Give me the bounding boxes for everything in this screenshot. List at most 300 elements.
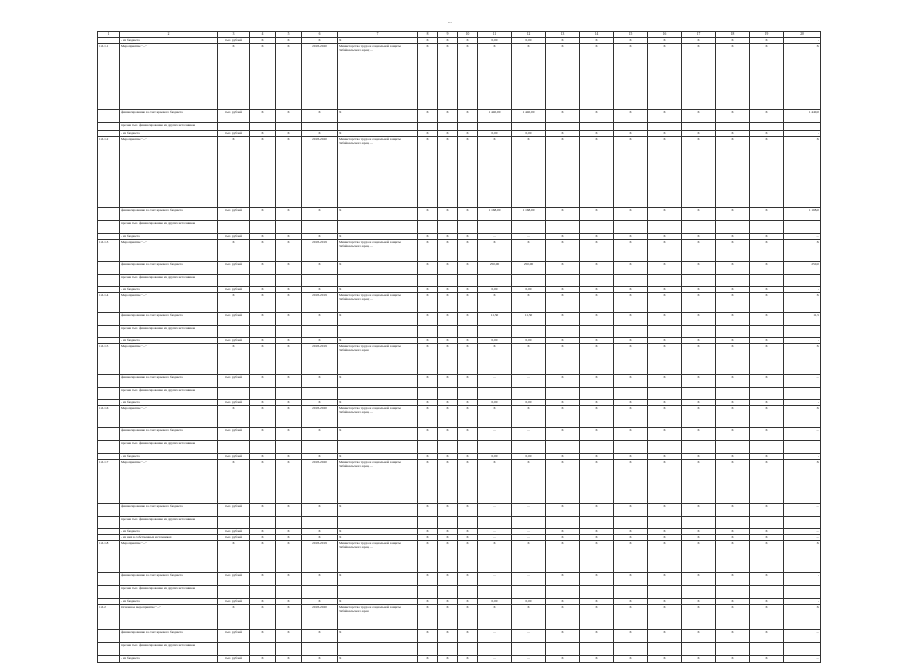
table-cell: [458, 221, 478, 234]
table-cell: X: [682, 605, 716, 630]
table-cell: X: [302, 504, 338, 517]
table-row: [98, 137, 821, 208]
table-cell: X: [682, 110, 716, 123]
row-code-cell: [98, 441, 120, 454]
table-cell: тыс. рублей: [218, 338, 250, 344]
table-cell: X: [458, 234, 478, 240]
table-cell: тыс. рублей: [218, 454, 250, 460]
table-cell: [614, 221, 648, 234]
table-cell: X: [302, 599, 338, 605]
table-cell: X: [784, 344, 821, 375]
table-cell: 250,00: [512, 262, 546, 275]
table-cell: [580, 123, 614, 131]
table-cell: Министерство труда и социальной защиты Забайкальского края; ...: [338, 44, 418, 110]
table-cell: [302, 441, 338, 454]
table-cell: X: [784, 44, 821, 110]
table-cell: X: [418, 110, 438, 123]
table-cell: X: [438, 38, 458, 44]
table-cell: тыс. рублей: [218, 287, 250, 293]
row-code-cell: [98, 313, 120, 326]
table-cell: X: [418, 400, 438, 406]
table-cell: X: [614, 313, 648, 326]
table-cell: [682, 123, 716, 131]
table-row: [98, 428, 821, 441]
table-cell: [250, 586, 276, 599]
table-cell: X: [614, 375, 648, 388]
table-cell: X: [614, 428, 648, 441]
table-cell: X: [546, 454, 580, 460]
table-cell: X: [438, 240, 458, 262]
table-cell: X: [648, 344, 682, 375]
table-cell: X: [546, 293, 580, 313]
table-cell: [458, 388, 478, 400]
column-number: 17: [682, 32, 716, 38]
table-cell: X: [250, 338, 276, 344]
table-cell: X: [276, 605, 302, 630]
row-description-cell: - из бюджета: [120, 338, 218, 344]
column-number: 4: [250, 32, 276, 38]
table-cell: X: [418, 208, 438, 221]
table-cell: X: [338, 208, 418, 221]
table-cell: [276, 123, 302, 131]
table-cell: [546, 275, 580, 287]
column-number: 9: [438, 32, 458, 38]
row-code-cell: [98, 110, 120, 123]
table-cell: 2018-2019: [302, 240, 338, 262]
table-cell: X: [438, 656, 458, 663]
table-cell: тыс. рублей: [218, 656, 250, 663]
table-cell: X: [250, 287, 276, 293]
table-cell: X: [580, 137, 614, 208]
table-cell: ...: [478, 535, 512, 541]
column-number: 7: [338, 32, 418, 38]
row-code-cell: 1.6.1.8: [98, 541, 120, 573]
table-cell: X: [418, 529, 438, 535]
table-cell: X: [418, 573, 438, 586]
table-cell: [218, 221, 250, 234]
table-cell: X: [418, 605, 438, 630]
table-cell: [682, 517, 716, 529]
table-cell: X: [338, 454, 418, 460]
table-cell: X: [648, 605, 682, 630]
table-cell: X: [438, 344, 458, 375]
column-number: 20: [784, 32, 821, 38]
table-cell: [750, 326, 784, 338]
table-cell: [458, 517, 478, 529]
table-cell: X: [438, 460, 458, 504]
table-cell: [546, 123, 580, 131]
table-cell: X: [648, 573, 682, 586]
table-cell: X: [250, 535, 276, 541]
column-number: 8: [418, 32, 438, 38]
table-cell: X: [546, 234, 580, 240]
row-code-cell: [98, 388, 120, 400]
table-cell: X: [218, 406, 250, 428]
table-cell: [438, 123, 458, 131]
table-cell: X: [458, 504, 478, 517]
table-cell: [478, 326, 512, 338]
table-cell: X: [716, 240, 750, 262]
table-cell: [478, 441, 512, 454]
table-cell: X: [716, 454, 750, 460]
table-cell: X: [716, 406, 750, 428]
row-code-cell: [98, 630, 120, 643]
row-description-cell: финансирование за счет краевого бюджета: [120, 375, 218, 388]
table-cell: X: [750, 460, 784, 504]
table-cell: X: [458, 529, 478, 535]
table-cell: X: [250, 375, 276, 388]
table-cell: X: [458, 44, 478, 110]
row-code-cell: 1.6.1.1: [98, 44, 120, 110]
table-cell: X: [302, 287, 338, 293]
table-cell: X: [418, 344, 438, 375]
table-cell: X: [546, 599, 580, 605]
table-row: [98, 293, 821, 313]
table-cell: [546, 643, 580, 656]
table-row: [98, 460, 821, 504]
row-description-cell: - из бюджета: [120, 656, 218, 663]
table-cell: X: [458, 573, 478, 586]
table-cell: X: [276, 656, 302, 663]
table-cell: X: [614, 234, 648, 240]
table-cell: X: [716, 208, 750, 221]
table-cell: X: [250, 262, 276, 275]
table-cell: [750, 221, 784, 234]
table-cell: X: [614, 573, 648, 586]
table-cell: X: [438, 400, 458, 406]
table-cell: тыс. рублей: [218, 131, 250, 137]
row-description-cell: прочие тыс. финансирование из других источников: [120, 388, 218, 400]
table-cell: X: [250, 630, 276, 643]
table-cell: [418, 326, 438, 338]
table-cell: X: [648, 529, 682, 535]
table-cell: X: [682, 287, 716, 293]
table-cell: X: [438, 454, 458, 460]
table-cell: X: [648, 535, 682, 541]
table-cell: [750, 517, 784, 529]
table-cell: X: [418, 630, 438, 643]
table-cell: X: [302, 656, 338, 663]
table-cell: X: [614, 287, 648, 293]
table-cell: [250, 326, 276, 338]
table-cell: X: [750, 454, 784, 460]
table-cell: X: [614, 44, 648, 110]
table-cell: X: [276, 293, 302, 313]
table-cell: [418, 441, 438, 454]
table-cell: X: [438, 375, 458, 388]
table-cell: X: [614, 529, 648, 535]
table-cell: X: [546, 240, 580, 262]
table-cell: X: [418, 338, 438, 344]
table-cell: X: [458, 240, 478, 262]
table-cell: [438, 275, 458, 287]
table-cell: [546, 517, 580, 529]
table-cell: X: [682, 630, 716, 643]
table-cell: X: [338, 262, 418, 275]
table-cell: тыс. рублей: [218, 599, 250, 605]
row-description-cell: - из бюджета: [120, 529, 218, 535]
table-cell: X: [682, 504, 716, 517]
table-cell: X: [276, 338, 302, 344]
row-description-cell: Мероприятие "...": [120, 293, 218, 313]
table-cell: X: [276, 344, 302, 375]
table-cell: X: [338, 529, 418, 535]
table-cell: X: [302, 535, 338, 541]
table-cell: X: [302, 110, 338, 123]
table-cell: [512, 441, 546, 454]
table-row: [98, 344, 821, 375]
table-cell: [648, 123, 682, 131]
table-cell: [418, 517, 438, 529]
table-cell: [750, 441, 784, 454]
table-cell: X: [716, 234, 750, 240]
table-row: [98, 208, 821, 221]
table-cell: X: [458, 656, 478, 663]
table-cell: [546, 326, 580, 338]
column-number: 1: [98, 32, 120, 38]
table-cell: [302, 388, 338, 400]
table-row: [98, 44, 821, 110]
table-cell: X: [716, 338, 750, 344]
row-description-cell: Мероприятие "...": [120, 44, 218, 110]
table-cell: X: [614, 630, 648, 643]
column-number: 18: [716, 32, 750, 38]
table-cell: X: [218, 293, 250, 313]
table-cell: 0,00: [512, 287, 546, 293]
table-cell: 250,0: [784, 262, 821, 275]
table-cell: [302, 643, 338, 656]
table-cell: X: [438, 406, 458, 428]
table-cell: 2018-2020: [302, 137, 338, 208]
table-cell: X: [580, 656, 614, 663]
table-cell: X: [716, 529, 750, 535]
table-cell: [302, 221, 338, 234]
row-code-cell: [98, 221, 120, 234]
table-cell: X: [302, 313, 338, 326]
table-cell: X: [438, 131, 458, 137]
table-cell: X: [276, 38, 302, 44]
table-cell: X: [276, 375, 302, 388]
table-cell: X: [784, 406, 821, 428]
row-description-cell: прочие тыс. финансирование из других источников: [120, 275, 218, 287]
table-cell: X: [478, 344, 512, 375]
table-cell: 2018-2019: [302, 293, 338, 313]
table-cell: X: [682, 338, 716, 344]
table-cell: X: [750, 541, 784, 573]
table-cell: X: [614, 344, 648, 375]
table-cell: 0,00: [478, 131, 512, 137]
table-cell: X: [276, 535, 302, 541]
table-cell: ...: [784, 529, 821, 535]
table-cell: 2018-2020: [302, 605, 338, 630]
table-cell: X: [682, 599, 716, 605]
table-cell: X: [614, 208, 648, 221]
table-cell: [218, 123, 250, 131]
table-cell: [302, 123, 338, 131]
table-cell: [418, 388, 438, 400]
table-cell: [276, 388, 302, 400]
table-cell: [250, 221, 276, 234]
table-cell: X: [580, 605, 614, 630]
table-cell: X: [580, 240, 614, 262]
table-cell: X: [250, 131, 276, 137]
table-cell: ...: [478, 529, 512, 535]
table-cell: X: [546, 262, 580, 275]
table-cell: X: [418, 406, 438, 428]
table-cell: X: [302, 529, 338, 535]
table-row: [98, 573, 821, 586]
table-row: [98, 375, 821, 388]
table-cell: [302, 275, 338, 287]
table-cell: X: [784, 293, 821, 313]
table-cell: X: [302, 454, 338, 460]
row-code-cell: [98, 643, 120, 656]
table-cell: X: [338, 234, 418, 240]
table-cell: X: [458, 110, 478, 123]
table-cell: X: [302, 400, 338, 406]
table-cell: -: [784, 131, 821, 137]
table-cell: X: [302, 428, 338, 441]
table-cell: X: [716, 573, 750, 586]
row-description-cell: финансирование за счет краевого бюджета: [120, 262, 218, 275]
table-row: [98, 110, 821, 123]
table-cell: [682, 441, 716, 454]
row-description-cell: финансирование за счет краевого бюджета: [120, 110, 218, 123]
table-cell: X: [580, 131, 614, 137]
table-cell: [218, 275, 250, 287]
table-cell: [784, 123, 821, 131]
table-cell: X: [418, 240, 438, 262]
table-cell: X: [338, 428, 418, 441]
table-cell: [250, 441, 276, 454]
table-cell: X: [338, 131, 418, 137]
table-cell: 250,00: [478, 262, 512, 275]
table-cell: X: [478, 44, 512, 110]
table-cell: [784, 643, 821, 656]
table-cell: X: [580, 208, 614, 221]
row-code-cell: 1.6.1.5: [98, 344, 120, 375]
table-cell: X: [438, 208, 458, 221]
table-cell: X: [750, 375, 784, 388]
table-cell: X: [512, 460, 546, 504]
table-cell: X: [750, 428, 784, 441]
table-cell: ...: [784, 630, 821, 643]
table-cell: X: [750, 504, 784, 517]
table-cell: [218, 441, 250, 454]
table-cell: [750, 123, 784, 131]
table-cell: X: [648, 293, 682, 313]
table-cell: X: [302, 234, 338, 240]
table-cell: X: [218, 44, 250, 110]
table-cell: -: [784, 287, 821, 293]
table-cell: X: [750, 529, 784, 535]
table-cell: [218, 517, 250, 529]
table-cell: X: [580, 234, 614, 240]
table-cell: X: [276, 428, 302, 441]
table-cell: 0,00: [512, 131, 546, 137]
table-cell: [614, 123, 648, 131]
table-cell: X: [250, 428, 276, 441]
table-cell: X: [250, 656, 276, 663]
table-cell: 11,5: [784, 313, 821, 326]
table-cell: X: [418, 262, 438, 275]
table-cell: X: [458, 460, 478, 504]
table-row: [98, 313, 821, 326]
table-cell: X: [716, 504, 750, 517]
column-number: 12: [512, 32, 546, 38]
table-cell: X: [276, 208, 302, 221]
row-description-cell: прочие тыс. финансирование из других источников: [120, 517, 218, 529]
table-cell: X: [276, 137, 302, 208]
table-row: [98, 517, 821, 529]
table-cell: -: [784, 454, 821, 460]
table-cell: X: [338, 338, 418, 344]
table-cell: X: [682, 428, 716, 441]
table-cell: X: [614, 38, 648, 44]
table-cell: 1 168,0: [784, 208, 821, 221]
table-cell: X: [682, 262, 716, 275]
table-cell: X: [338, 535, 418, 541]
row-description-cell: Мероприятие "...": [120, 344, 218, 375]
table-cell: X: [418, 234, 438, 240]
table-cell: X: [438, 599, 458, 605]
table-cell: X: [458, 400, 478, 406]
table-cell: X: [338, 656, 418, 663]
table-cell: X: [438, 293, 458, 313]
table-cell: -: [784, 599, 821, 605]
table-cell: X: [716, 44, 750, 110]
table-cell: X: [546, 541, 580, 573]
table-cell: [648, 643, 682, 656]
table-cell: [614, 326, 648, 338]
row-code-cell: [98, 208, 120, 221]
table-cell: [218, 388, 250, 400]
table-cell: X: [614, 131, 648, 137]
table-cell: X: [302, 131, 338, 137]
table-cell: [580, 388, 614, 400]
table-cell: X: [648, 460, 682, 504]
table-row: [98, 221, 821, 234]
budget-table: [97, 31, 821, 663]
table-cell: X: [302, 208, 338, 221]
table-cell: Министерство труда и социальной защиты Забайкальского края, ...: [338, 137, 418, 208]
table-cell: X: [418, 293, 438, 313]
table-cell: 0,00: [512, 38, 546, 44]
table-cell: X: [338, 38, 418, 44]
table-cell: [546, 388, 580, 400]
table-cell: [614, 388, 648, 400]
table-cell: [682, 326, 716, 338]
table-row: [98, 240, 821, 262]
table-cell: X: [784, 460, 821, 504]
table-cell: X: [716, 38, 750, 44]
table-cell: X: [750, 400, 784, 406]
row-description-cell: Основное мероприятие "...": [120, 605, 218, 630]
table-cell: [716, 586, 750, 599]
table-cell: X: [580, 44, 614, 110]
table-cell: X: [750, 287, 784, 293]
table-cell: X: [250, 529, 276, 535]
table-cell: X: [648, 406, 682, 428]
table-cell: X: [648, 208, 682, 221]
table-cell: X: [438, 605, 458, 630]
table-cell: ...: [784, 375, 821, 388]
table-cell: [716, 221, 750, 234]
table-cell: тыс. рублей: [218, 208, 250, 221]
table-cell: X: [750, 110, 784, 123]
table-cell: X: [250, 460, 276, 504]
table-cell: [218, 326, 250, 338]
